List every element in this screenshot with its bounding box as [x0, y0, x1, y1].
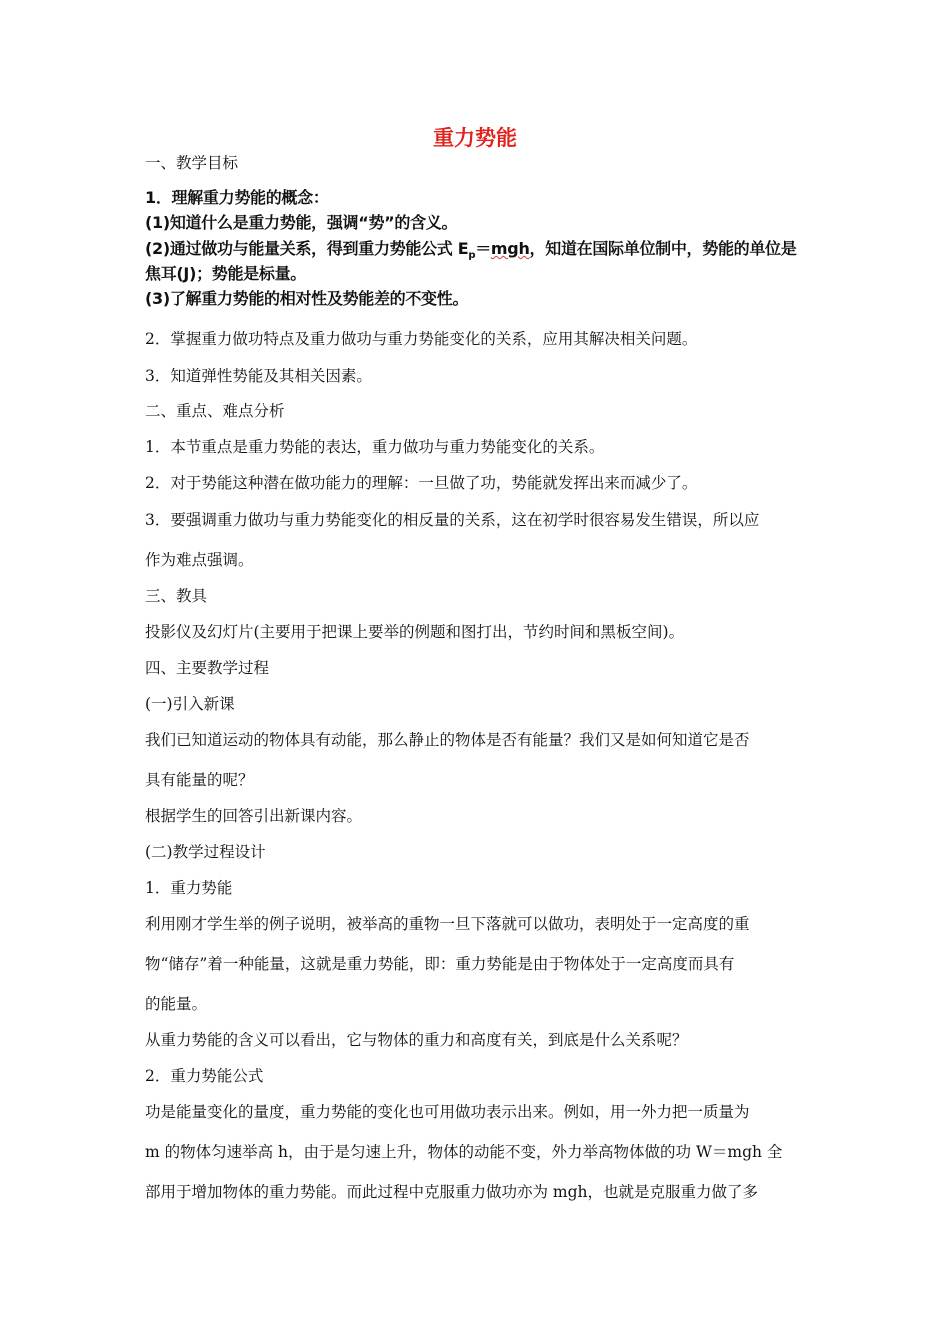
- goal-1-item-2: [145, 239, 796, 266]
- keypoint-3: 3．要强调重力做功与重力势能变化的相反量的关系，这在初学时很容易发生错误，所以应: [145, 511, 760, 529]
- part-1-text-4: 从重力势能的含义可以看出，它与物体的重力和高度有关，到底是什么关系呢？: [145, 1031, 688, 1049]
- formula-subscript: p: [468, 250, 476, 262]
- goal-1-item-3: (3)了解重力势能的相对性及势能差的不变性。: [145, 289, 469, 308]
- part-2-heading: 2．重力势能公式: [145, 1067, 264, 1085]
- subsection-intro: (一)引入新课: [145, 695, 235, 713]
- tools-text: 投影仪及幻灯片(主要用于把课上要举的例题和图打出，节约时间和黑板空间)。: [145, 623, 685, 641]
- part-2-text-1: 功是能量变化的量度，重力势能的变化也可用做功表示出来。例如，用一外力把一质量为: [145, 1103, 750, 1121]
- goal-1-title: 1．理解重力势能的概念：: [145, 188, 329, 207]
- part-2-text-3: 部用于增加物体的重力势能。而此过程中克服重力做功亦为 mgh，也就是克服重力做了多: [145, 1183, 759, 1201]
- goal-2: 2．掌握重力做功特点及重力做功与重力势能变化的关系，应用其解决相关问题。: [145, 330, 698, 348]
- intro-text-2: 具有能量的呢？: [145, 771, 254, 789]
- goal-1-item-2-post: ，知道在国际单位制中，势能的单位是: [529, 239, 797, 258]
- goal-1-item-2-pre: (2)通过做功与能量关系，得到重力势能公式 E: [145, 239, 469, 258]
- part-1-text-1: 利用刚才学生举的例子说明，被举高的重物一旦下落就可以做功，表明处于一定高度的重: [145, 915, 750, 933]
- section-heading-keypoints: 二、重点、难点分析: [145, 402, 285, 420]
- goal-1-item-2-cont: 焦耳(J)；势能是标量。: [145, 264, 306, 283]
- formula-equals: ＝: [475, 239, 491, 258]
- keypoint-2: 2．对于势能这种潜在做功能力的理解：一旦做了功，势能就发挥出来而减少了。: [145, 474, 698, 492]
- subsection-design: (二)教学过程设计: [145, 843, 266, 861]
- formula-mgh: mgh: [490, 239, 530, 258]
- part-1-text-2: 物“储存”着一种能量，这就是重力势能，即：重力势能是由于物体处于一定高度而具有: [145, 955, 735, 973]
- goal-3: 3．知道弹性势能及其相关因素。: [145, 367, 372, 385]
- part-2-text-2: m 的物体匀速举高 h，由于是匀速上升，物体的动能不变，外力举高物体做的功 W＝mgh 全: [145, 1143, 783, 1161]
- section-heading-goals: 一、教学目标: [145, 154, 239, 172]
- section-heading-process: 四、主要教学过程: [145, 659, 270, 677]
- part-1-heading: 1．重力势能: [145, 879, 233, 897]
- page-title: 重力势能: [433, 126, 517, 150]
- intro-text-3: 根据学生的回答引出新课内容。: [145, 807, 363, 825]
- section-heading-tools: 三、教具: [145, 587, 208, 605]
- keypoint-3-cont: 作为难点强调。: [145, 551, 254, 569]
- part-1-text-3: 的能量。: [145, 995, 208, 1013]
- keypoint-1: 1．本节重点是重力势能的表达，重力做功与重力势能变化的关系。: [145, 438, 605, 456]
- goal-1-item-1: (1)知道什么是重力势能，强调“势”的含义。: [145, 213, 458, 232]
- intro-text-1: 我们已知道运动的物体具有动能，那么静止的物体是否有能量？我们又是如何知道它是否: [145, 731, 750, 749]
